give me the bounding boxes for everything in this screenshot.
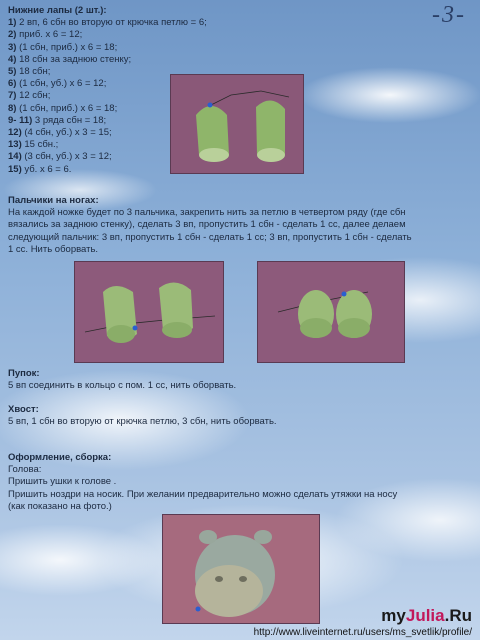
row-item — [8, 54, 207, 66]
row-number: 14) — [8, 151, 22, 163]
row-item — [8, 42, 207, 54]
row-text: (1 сбн, приб.) х 6 = 18; — [16, 102, 118, 114]
row-text: приб. х 6 = 12; — [16, 29, 83, 41]
section-navel — [8, 368, 236, 392]
row-number: 9- 11) — [8, 114, 33, 126]
section-title: Пупок: — [8, 368, 40, 379]
text-line: 5 вп соединить в кольцо с пом. 1 сс, нить оборвать. — [8, 380, 237, 392]
row-number: 6) — [8, 78, 17, 90]
row-text: 18 сбн; — [16, 66, 51, 78]
section-title: Оформление, сборка: — [8, 452, 112, 463]
row-number: 1) — [8, 17, 17, 29]
photo-two-paws — [170, 74, 304, 174]
text-line: Пришить ноздри на носик. При желании предварительно можно сделать утяжки на носу — [8, 488, 398, 500]
footer-url[interactable]: http://www.liveinternet.ru/users/ms_svetlik/profile/ — [253, 627, 472, 638]
row-number: 3) — [8, 41, 17, 53]
text-line: 5 вп, 1 сбн во вторую от крючка петлю, 3 сбн, нить оборвать. — [8, 416, 277, 428]
text-line: вязались за заднюю стенку), сделать 3 вп, пропустить 1 сбн - сделать 1 сс, далее делаем — [8, 219, 406, 231]
row-item — [8, 29, 207, 41]
row-number: 7) — [8, 90, 17, 102]
section-tail — [8, 404, 277, 428]
photo-paws-front — [257, 261, 405, 363]
section-title: Пальчики на ногах: — [8, 195, 99, 206]
text-line: Голова: — [8, 464, 42, 476]
row-number: 4) — [8, 53, 17, 65]
text-line: На каждой ножке будет по 3 пальчика, закрепить нить за петлю в четвертом ряду (где сбн — [8, 207, 406, 219]
text-line: (как показано на фото.) — [8, 500, 112, 512]
logo-prefix: my — [381, 606, 406, 625]
text-line: следующий пальчик: 3 вп, пропустить 1 сбн - сделать 1 сс; 3 вп, пропустить 1 сбн - сделать — [8, 231, 412, 243]
row-text: 3 ряда сбн = 18; — [32, 114, 107, 126]
row-text: 2 вп, 6 сбн во вторую от крючка петлю = 6; — [16, 17, 207, 29]
row-number: 2) — [8, 29, 17, 41]
photo-paws-side — [74, 261, 224, 363]
row-text: (1 сбн, уб.) х 6 = 12; — [16, 78, 107, 90]
row-text: 18 сбн за заднюю стенку; — [16, 53, 132, 65]
row-text: (4 сбн, уб.) х 3 = 15; — [21, 127, 112, 139]
row-text: уб. х 6 = 6. — [21, 163, 72, 175]
logo-suffix: .Ru — [444, 606, 472, 625]
site-logo — [381, 606, 472, 626]
logo-main: Julia — [405, 606, 445, 625]
section-title: Хвост: — [8, 404, 39, 415]
row-number: 5) — [8, 66, 17, 78]
row-number: 12) — [8, 127, 22, 139]
text-line: Пришить ушки к голове . — [8, 476, 117, 488]
row-number: 8) — [8, 102, 17, 114]
section-toes — [8, 195, 412, 256]
row-text: 15 сбн.; — [21, 139, 59, 151]
row-number: 15) — [8, 163, 22, 175]
section-assembly — [8, 452, 397, 513]
row-number: 13) — [8, 139, 22, 151]
row-text: (1 сбн, приб.) х 6 = 18; — [16, 41, 118, 53]
page-number: -3- — [432, 2, 466, 28]
section-title: Нижние лапы (2 шт.): — [8, 5, 107, 16]
row-item — [8, 17, 207, 29]
row-text: (3 сбн, уб.) х 3 = 12; — [21, 151, 112, 163]
text-line: 1 сс. Нить оборвать. — [8, 243, 99, 255]
photo-hippo-head — [162, 514, 320, 624]
row-text: 12 сбн; — [16, 90, 51, 102]
